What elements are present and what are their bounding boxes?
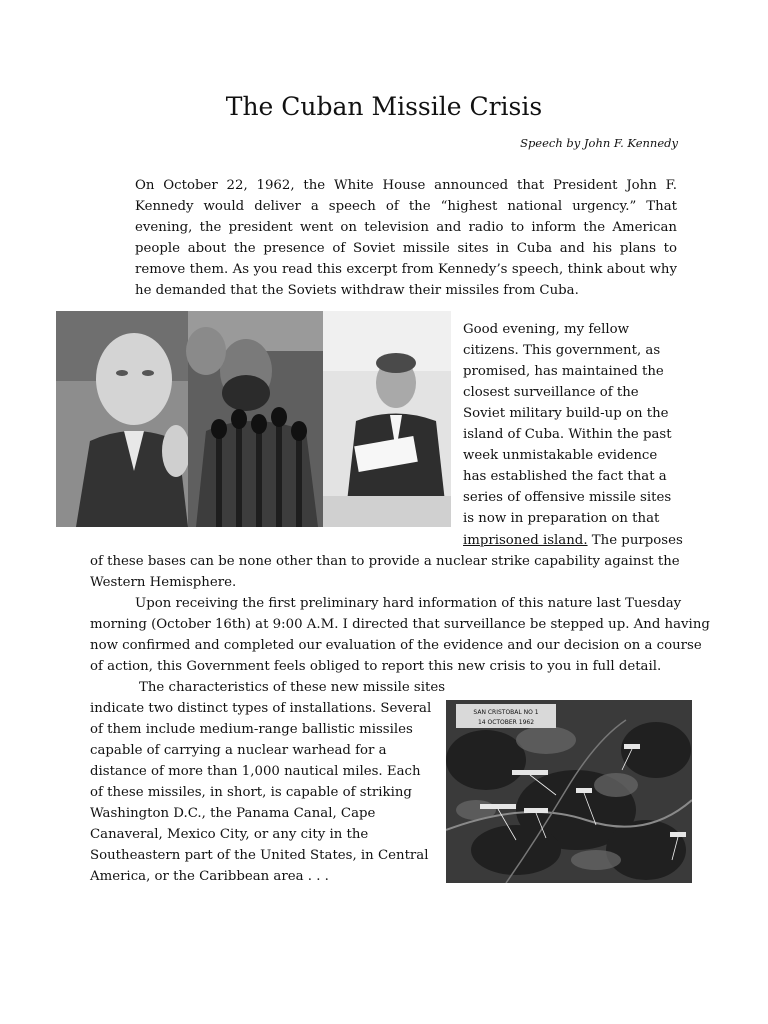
reconnaissance-photo: [446, 700, 692, 883]
byline: Speech by John F. Kennedy: [520, 136, 678, 150]
speech-line: The characteristics of these new missile sites: [139, 680, 446, 695]
speech-line: of action, this Government feels obliged to report this new crisis to you in full detail.: [90, 659, 662, 674]
recon-caption-title: SAN CRISTOBAL NO 1: [473, 709, 539, 716]
speech-opening: Good evening, my fellow citizens. This government, as promised, has maintained the closest surveillance of the Soviet military build-up on the island of Cuba. Within the past week unmistakable evidence has established the fact that a series of offensive missile sites is now in preparation on that: [463, 322, 672, 526]
speech-line: morning (October 16th) at 9:00 A.M. I directed that surveillance be stepped up. And having: [90, 617, 710, 632]
speech-paragraph-missiles: indicate two distinct types of installations. Several of them include medium-range ballistic missiles capable of carrying a nuclear warhead for a distance of more than 1,000 nautical miles. Each of these missiles, in short, is capable of striking Washington D.C., the Panama Canal, Cape Canaveral, Mexico City, or any city in the Southeastern part of the United States, in Central America, or the Caribbean area . . .: [90, 701, 432, 884]
speech-line: Western Hemisphere.: [90, 575, 237, 590]
leaders-photo-collage: [56, 311, 451, 527]
underlined-phrase: imprisoned island.: [463, 533, 588, 548]
recon-caption-date: 14 OCTOBER 1962: [477, 719, 535, 726]
intro-paragraph: On October 22, 1962, the White House announced that President John F. Kennedy would deliver a speech of the “highest national urgency.” That evening, the president went on television and radio to inform the American people about the presence of Soviet missile sites in Cuba and his plans to remove them. As you read this excerpt from Kennedy’s speech, think about why he demanded that the Soviets withdraw their missiles from Cuba.: [135, 178, 677, 298]
speech-line: of these bases can be none other than to provide a nuclear strike capability against the: [90, 554, 680, 569]
speech-line: Upon receiving the first preliminary hard information of this nature last Tuesday: [135, 596, 682, 611]
speech-line: now confirmed and completed our evaluation of the evidence and our decision on a course: [90, 638, 702, 653]
speech-line: [463, 530, 693, 551]
speech-line-tail: The purposes: [587, 533, 683, 548]
document-title: The Cuban Missile Crisis: [225, 92, 543, 121]
